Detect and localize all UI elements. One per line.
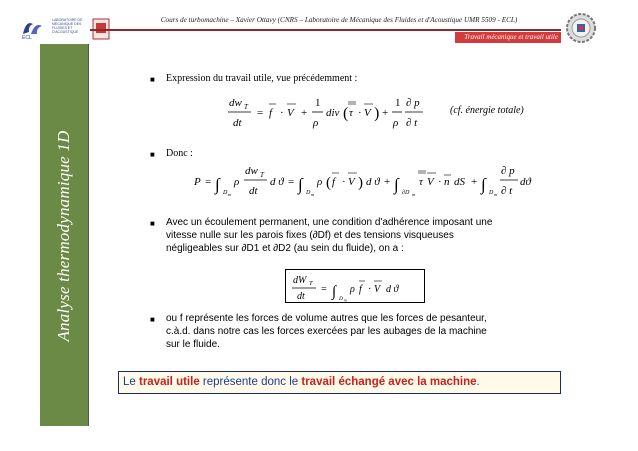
svg-text:=: = (288, 176, 295, 188)
svg-text:=: = (257, 107, 264, 119)
section-subtitle-badge: Travail mécanique et travail utile (455, 32, 561, 43)
svg-text:dt: dt (297, 291, 305, 302)
svg-text:τ: τ (419, 176, 423, 188)
svg-text:+: + (471, 176, 478, 188)
svg-text:n: n (444, 176, 450, 188)
svg-text:ρ: ρ (234, 176, 240, 188)
svg-text:d ϑ: d ϑ (386, 284, 399, 295)
svg-text:): ) (374, 105, 380, 122)
bullet-marker: ■ (150, 75, 155, 84)
bullet-3-text: Avec un écoulement permanent, une condition d'adhérence imposant une vitesse nulle sur les parois fixes (∂Df) et des tensions visqueuses négligeables sur ∂D1 et ∂D2 (au sein du fluide), on a : (166, 217, 493, 254)
svg-text:m: m (311, 192, 315, 197)
result-equation-box (285, 269, 425, 303)
ecl-logo-icon (20, 18, 46, 40)
svg-text:V: V (287, 107, 294, 119)
svg-text:∂ p: ∂ p (406, 97, 420, 109)
bullet-1-text: Expression du travail utile, vue précédemment : (166, 73, 358, 84)
conclusion-box (118, 371, 561, 394)
svg-text:D: D (489, 190, 494, 196)
conclusion-text-2: représente donc le (199, 376, 302, 388)
svg-text:m: m (494, 192, 498, 197)
svg-text:=: = (321, 284, 327, 295)
svg-text:T: T (309, 280, 313, 287)
svg-text:d ϑ: d ϑ (366, 176, 380, 188)
svg-text:+: + (382, 107, 389, 119)
svg-text:m: m (412, 192, 416, 197)
bullet-4-text: ou f représente les forces de volume autres que les forces de pesanteur, c.à.d. dans notre cas les forces exercées par les aubages de la machine sur le fluide. (166, 313, 487, 350)
svg-text:ρ: ρ (313, 117, 319, 129)
sidebar-divider (88, 44, 89, 426)
equation-1-note: (cf. énergie totale) (450, 105, 524, 116)
equation-work-rate (225, 92, 425, 134)
equation-power-integral (190, 160, 535, 202)
svg-text:∂ t: ∂ t (501, 185, 513, 197)
svg-text:f: f (269, 107, 273, 119)
svg-text:ρ: ρ (350, 284, 355, 295)
header-rule (90, 29, 561, 31)
svg-text:+: + (301, 107, 308, 119)
svg-text:D: D (339, 296, 343, 302)
svg-text:=: = (205, 176, 212, 188)
svg-text:∫: ∫ (481, 175, 486, 194)
svg-text:·: · (438, 176, 442, 188)
course-header-title: Cours de turbomachine – Xavier Ottavy (CNRS – Laboratoire de Mécanique des Fluides et d'Acoustique UMR 5509 - ECL) (160, 16, 518, 24)
svg-text:f: f (332, 176, 336, 188)
lmfa-logo-text: LABORATOIRE DE MECANIQUE DES FLUIDES ET D'ACOUSTIQUE (52, 18, 83, 34)
svg-text:∫: ∫ (394, 175, 399, 194)
svg-text:dW: dW (293, 275, 307, 286)
svg-text:ECL: ECL (22, 35, 32, 40)
svg-text:·: · (358, 107, 362, 119)
svg-text:d ϑ: d ϑ (270, 176, 284, 188)
bullet-marker: ■ (150, 150, 155, 159)
svg-text:∫: ∫ (215, 175, 220, 194)
svg-text:V: V (348, 176, 355, 188)
svg-text:m: m (344, 297, 347, 302)
svg-text:∂ p: ∂ p (501, 165, 515, 177)
conclusion-text-1: Le (123, 376, 139, 388)
svg-text:(: ( (343, 105, 349, 122)
svg-text:div: div (326, 107, 340, 119)
bullet-2-text: Donc : (166, 148, 193, 159)
svg-text:V: V (427, 176, 434, 188)
bullet-marker: ■ (150, 315, 155, 324)
svg-text:·: · (368, 284, 372, 295)
svg-text:1: 1 (395, 97, 401, 109)
svg-text:ρ: ρ (393, 117, 399, 129)
equation-result (286, 270, 424, 302)
svg-text:∂ t: ∂ t (406, 117, 418, 129)
svg-text:dt: dt (233, 117, 242, 129)
svg-text:P: P (194, 176, 201, 188)
svg-text:+: + (384, 176, 391, 188)
svg-text:T: T (260, 171, 264, 179)
svg-text:dS: dS (454, 176, 465, 188)
university-seal-icon (565, 12, 597, 44)
bullet-marker: ■ (150, 219, 155, 228)
svg-text:τ: τ (349, 107, 353, 119)
conclusion-text-3: . (476, 376, 480, 388)
svg-text:D: D (223, 190, 228, 196)
svg-text:(: ( (326, 175, 331, 191)
svg-text:·: · (280, 107, 284, 119)
svg-text:dw: dw (245, 165, 258, 177)
conclusion-emphasis-1: travail utile (139, 376, 200, 388)
svg-text:dw: dw (229, 97, 242, 109)
svg-text:∂D: ∂D (402, 190, 410, 196)
svg-text:1: 1 (315, 97, 321, 109)
svg-text:∫: ∫ (332, 284, 337, 300)
svg-text:V: V (364, 107, 371, 119)
svg-text:T: T (244, 103, 248, 111)
svg-text:·: · (342, 176, 346, 188)
svg-text:): ) (358, 175, 363, 191)
svg-text:∫: ∫ (298, 175, 303, 194)
svg-text:V: V (374, 284, 381, 295)
svg-text:D: D (306, 190, 311, 196)
svg-text:dϑ: dϑ (520, 176, 531, 188)
svg-text:m: m (228, 192, 232, 197)
svg-text:f: f (359, 284, 362, 295)
conclusion-emphasis-2: travail échangé avec la machine (301, 376, 477, 388)
svg-text:ρ: ρ (317, 176, 323, 188)
svg-text:dt: dt (249, 185, 258, 197)
sidebar-vertical-title: Analyse thermodynamique 1D (54, 130, 73, 342)
